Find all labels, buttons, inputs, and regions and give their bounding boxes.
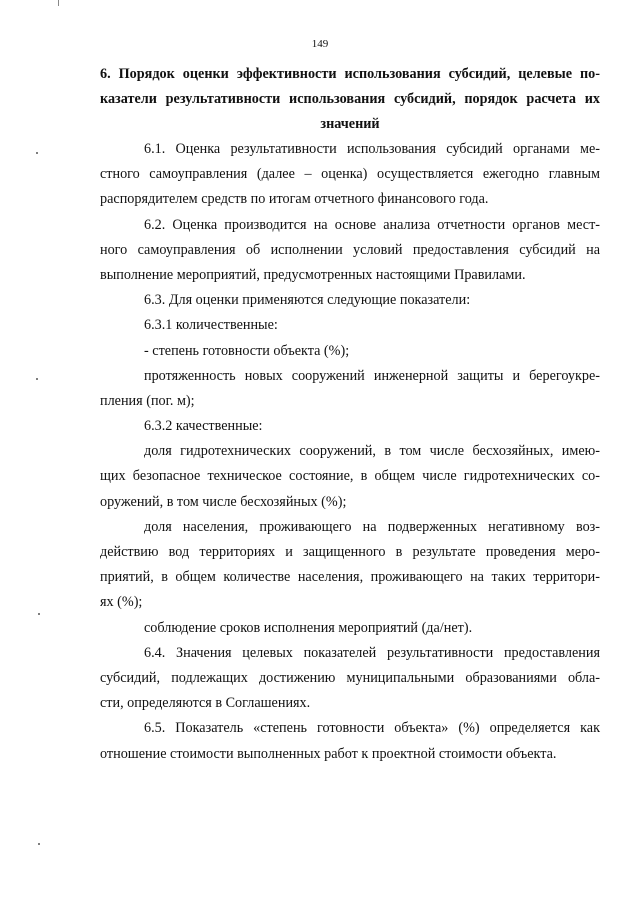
scan-mark bbox=[58, 0, 59, 6]
text-line: 6.2. Оценка производится на основе анализа отчетности органов мест- bbox=[144, 216, 600, 233]
text-line: сти, определяются в Соглашениях. bbox=[100, 695, 311, 712]
text-line: 6.5. Показатель «степень готовности объекта» (%) определяется как bbox=[144, 720, 600, 737]
text-line: стного самоуправления (далее – оценка) осуществляется ежегодно главным bbox=[100, 166, 600, 183]
margin-dot bbox=[36, 152, 38, 154]
margin-dot bbox=[38, 843, 40, 845]
paragraph bbox=[100, 616, 600, 641]
paragraph bbox=[100, 641, 600, 717]
text-line: приятий, в общем количестве населения, проживающего на таких территори- bbox=[100, 569, 600, 586]
text-line: выполнение мероприятий, предусмотренных настоящими Правилами. bbox=[100, 266, 526, 283]
paragraph bbox=[100, 339, 600, 364]
paragraph bbox=[100, 716, 600, 766]
heading-line: значений bbox=[320, 116, 380, 132]
document-body bbox=[100, 137, 600, 767]
text-line: 6.3.2 качественные: bbox=[144, 418, 263, 435]
text-line: действию вод территориях и защищенного в результате проведения меро- bbox=[100, 544, 600, 560]
page-number: 149 bbox=[311, 38, 329, 50]
text-line: протяженность новых сооружений инженерной защиты и берегоукре- bbox=[144, 367, 600, 384]
text-line: доля гидротехнических сооружений, в том числе бесхозяйных, имею- bbox=[144, 443, 600, 460]
text-line: пления (пог. м); bbox=[100, 392, 195, 409]
text-line: 6.1. Оценка результативности использования субсидий органами ме- bbox=[144, 141, 600, 157]
heading-line: 6. Порядок оценки эффективности использования субсидий, целевые по- bbox=[100, 66, 600, 82]
text-line: соблюдение сроков исполнения мероприятий (да/нет). bbox=[144, 619, 473, 636]
text-line: оружений, в том числе бесхозяйных (%); bbox=[100, 493, 347, 510]
paragraph bbox=[100, 137, 600, 213]
text-line: щих безопасное техническое состояние, в общем числе гидротехнических со- bbox=[100, 468, 600, 485]
text-line: - степень готовности объекта (%); bbox=[144, 342, 350, 359]
margin-dot bbox=[36, 378, 38, 380]
text-line: 6.3.1 количественные: bbox=[144, 317, 278, 334]
paragraph bbox=[100, 213, 600, 289]
paragraph bbox=[100, 439, 600, 515]
paragraph bbox=[100, 414, 600, 439]
text-line: доля населения, проживающего на подверженных негативному воз- bbox=[144, 518, 600, 535]
text-line: распорядителем средств по итогам отчетного финансового года. bbox=[100, 191, 489, 208]
paragraph bbox=[100, 364, 600, 414]
text-line: 6.4. Значения целевых показателей результативности предоставления bbox=[144, 644, 600, 661]
paragraph bbox=[100, 313, 600, 338]
text-line: отношение стоимости выполненных работ к проектной стоимости объекта. bbox=[100, 745, 557, 762]
text-line: 6.3. Для оценки применяются следующие показатели: bbox=[144, 292, 471, 309]
text-line: ного самоуправления об исполнении условий предоставления субсидий на bbox=[100, 241, 600, 258]
section-heading bbox=[100, 62, 600, 137]
heading-line: казатели результативности использования субсидий, порядок расчета их bbox=[100, 91, 600, 107]
text-line: ях (%); bbox=[100, 594, 143, 611]
paragraph bbox=[100, 515, 600, 616]
paragraph bbox=[100, 288, 600, 313]
margin-dot bbox=[38, 613, 40, 615]
text-line: субсидий, подлежащих достижению муниципальными образованиями обла- bbox=[100, 669, 600, 686]
